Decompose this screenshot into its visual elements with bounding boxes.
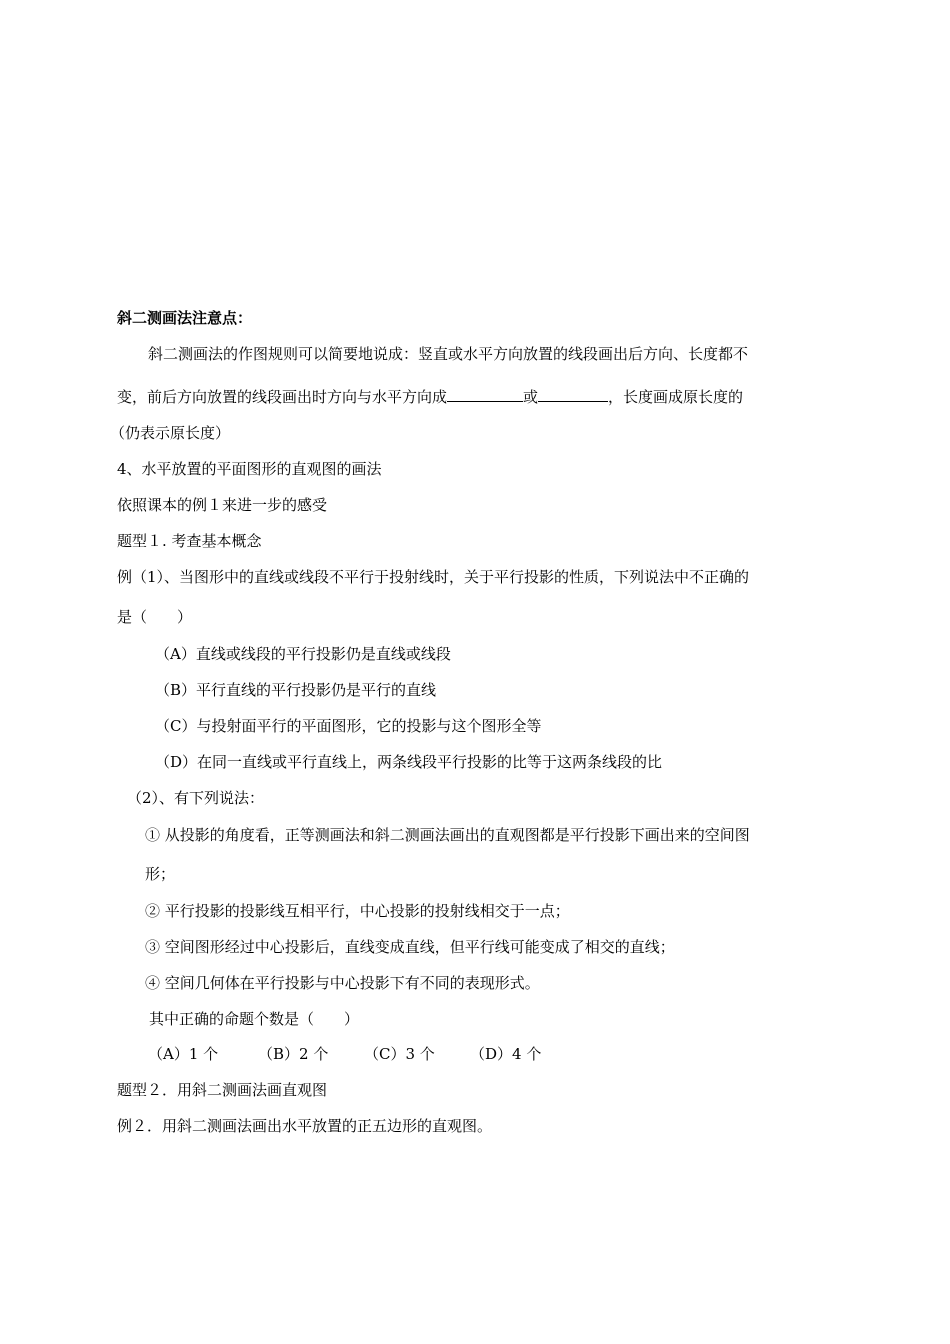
statement-3: ③ 空间图形经过中心投影后，直线变成直线，但平行线可能变成了相交的直线； xyxy=(145,938,675,956)
type-2-title: 题型２．用斜二测画法画直观图 xyxy=(117,1081,328,1099)
section-title: 斜二测画法注意点： xyxy=(117,309,253,327)
rule-line-2 xyxy=(117,387,743,406)
rule-line-2-start: 变，前后方向放置的线段画出时方向与水平方向成 xyxy=(117,388,448,406)
item-4-heading: 4、水平放置的平面图形的直观图的画法 xyxy=(117,460,382,478)
example-2-intro: （2）、有下列说法： xyxy=(127,789,265,807)
statement-2: ② 平行投影的投影线互相平行，中心投影的投射线相交于一点； xyxy=(145,902,570,920)
angle-blank-1 xyxy=(447,387,523,402)
statement-1-line-1: ① 从投影的角度看，正等测画法和斜二测画法画出的直观图都是平行投影下画出来的空间图 xyxy=(145,826,750,844)
example-2-choices xyxy=(148,1045,541,1063)
choice-c: （C）3 个 xyxy=(364,1045,435,1063)
example-1-line-2: 是（ ） xyxy=(117,608,193,626)
choice-d: （D）4 个 xyxy=(470,1045,542,1063)
angle-blank-2 xyxy=(538,387,608,402)
example-1-option-b: （B）平行直线的平行投影仍是平行的直线 xyxy=(155,681,437,699)
follow-text: 依照课本的例１来进一步的感受 xyxy=(117,496,328,514)
rule-line-3: （仍表示原长度） xyxy=(110,424,231,442)
rule-or-word: 或 xyxy=(523,388,539,406)
choice-b: （B）2 个 xyxy=(258,1045,329,1063)
example-1-line-1: 例（1）、当图形中的直线或线段不平行于投射线时，关于平行投影的性质，下列说法中不正确的 xyxy=(117,568,750,586)
example-3: 例２．用斜二测画法画出水平放置的正五边形的直观图。 xyxy=(117,1117,493,1135)
statement-4: ④ 空间几何体在平行投影与中心投影下有不同的表现形式。 xyxy=(145,974,540,992)
choice-a: （A）1 个 xyxy=(148,1045,219,1063)
example-1-option-d: （D）在同一直线或平行直线上，两条线段平行投影的比等于这两条线段的比 xyxy=(155,753,663,771)
rule-line-1: 斜二测画法的作图规则可以简要地说成：竖直或水平方向放置的线段画出后方向、长度都不 xyxy=(148,345,749,363)
statement-1-line-2: 形； xyxy=(145,865,176,883)
example-1-option-a: （A）直线或线段的平行投影仍是直线或线段 xyxy=(155,645,451,663)
type-1-title: 题型１. 考查基本概念 xyxy=(117,532,262,550)
example-1-option-c: （C）与投射面平行的平面图形，它的投影与这个图形全等 xyxy=(155,717,542,735)
example-2-question: 其中正确的命题个数是（ ） xyxy=(149,1010,360,1028)
rule-line-2-end: ，长度画成原长度的 xyxy=(608,388,744,406)
